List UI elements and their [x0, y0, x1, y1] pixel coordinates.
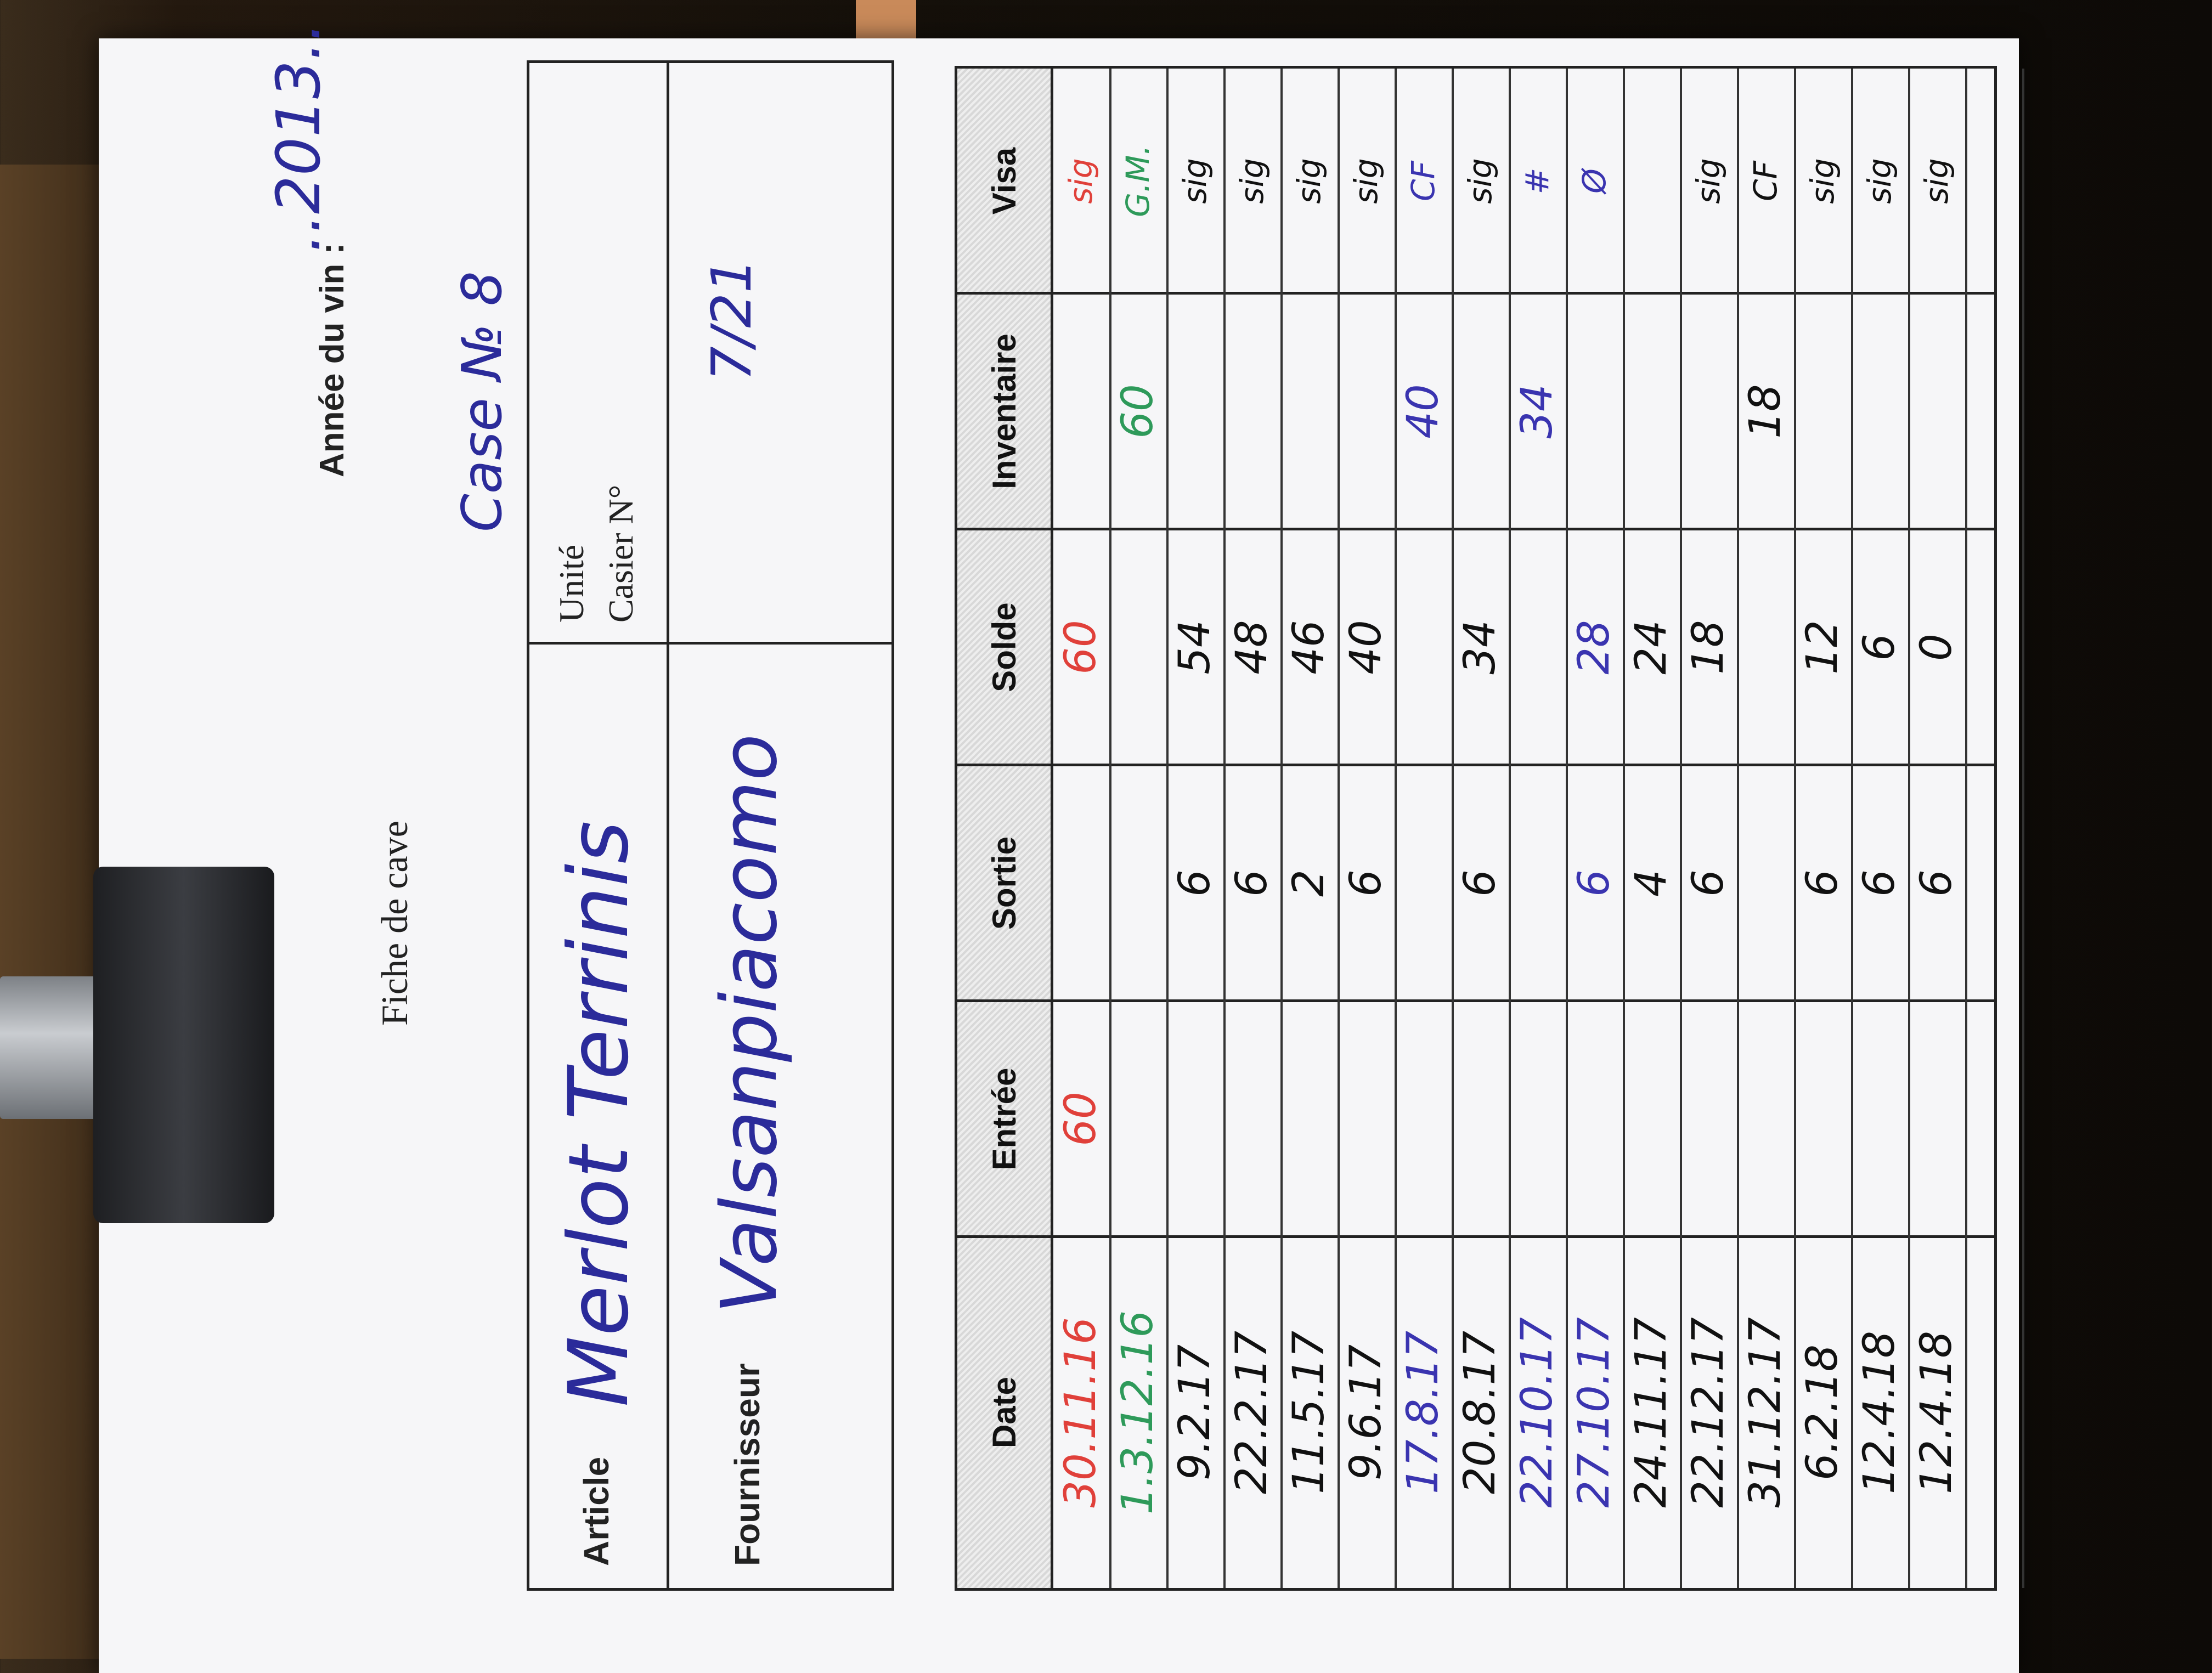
cell-inventaire: 34 [1513, 384, 1562, 439]
fournisseur-value: Valsanpiacomo [705, 733, 794, 1314]
cell-date: 31.12.17 [1741, 1317, 1790, 1508]
cell-inventaire: 60 [1113, 384, 1163, 439]
cell-sortie: 6 [1170, 869, 1220, 897]
row-line [1965, 69, 1967, 1588]
cell-date: 9.6.17 [1341, 1344, 1391, 1481]
cell-visa: # [1519, 167, 1556, 195]
cell-sortie: 2 [1284, 869, 1334, 897]
table-header [957, 69, 1053, 1588]
cell-date: 17.8.17 [1398, 1331, 1448, 1494]
column-header-solde: Solde [985, 602, 1023, 692]
cell-solde: 28 [1570, 620, 1619, 675]
cell-sortie: 6 [1570, 869, 1619, 897]
cell-visa: Ø [1576, 168, 1613, 194]
cell-date: 6.2.18 [1798, 1344, 1847, 1481]
cell-date: 1.3.12.16 [1113, 1310, 1163, 1515]
header-divider-h [667, 63, 669, 645]
cell-solde: 60 [1056, 620, 1105, 675]
unite-label: Unité [552, 544, 591, 623]
casier-label: Casier N° [601, 484, 640, 623]
cell-visa: sig [1804, 158, 1841, 204]
year-value: ..2013.. [263, 22, 334, 252]
cell-sortie: 4 [1627, 869, 1676, 897]
cell-solde: 54 [1170, 620, 1220, 675]
column-header-sortie: Sortie [985, 836, 1023, 930]
cell-solde: 34 [1455, 620, 1505, 675]
binder-clip [93, 867, 274, 1223]
column-header-visa: Visa [985, 147, 1023, 215]
row-line [2022, 69, 2024, 1588]
cell-visa: sig [1176, 158, 1214, 204]
cell-visa: sig [1062, 158, 1099, 204]
cell-date: 27.10.17 [1570, 1317, 1619, 1508]
cell-date: 12.4.18 [1855, 1331, 1904, 1494]
article-value: Merlot Terrinis [551, 821, 647, 1407]
cell-solde: 48 [1227, 620, 1277, 675]
cell-date: 30.11.16 [1056, 1317, 1105, 1508]
cell-sortie: 6 [1798, 869, 1847, 897]
cell-visa: sig [1690, 158, 1727, 204]
cell-sortie: 6 [1855, 869, 1904, 897]
cell-visa: sig [1918, 158, 1955, 204]
sheet-title: Fiche de cave [374, 821, 415, 1026]
cell-date: 24.11.17 [1627, 1317, 1676, 1508]
casier-value: 7/21 [699, 258, 764, 381]
cell-date: 11.5.17 [1284, 1331, 1334, 1494]
cell-solde: 40 [1341, 620, 1391, 675]
cell-solde: 18 [1684, 620, 1733, 675]
cell-sortie: 6 [1341, 869, 1391, 897]
article-label: Article [577, 1456, 616, 1566]
cell-date: 9.2.17 [1170, 1344, 1220, 1481]
cell-visa: sig [1861, 158, 1898, 204]
cell-visa: sig [1462, 158, 1499, 204]
cell-sortie: 6 [1227, 869, 1277, 897]
cell-solde: 12 [1798, 620, 1847, 675]
cell-sortie: 6 [1684, 869, 1733, 897]
cell-visa: CF [1404, 161, 1442, 201]
cell-visa: G.M. [1119, 145, 1156, 217]
cell-date: 20.8.17 [1455, 1331, 1505, 1494]
cell-solde: 46 [1284, 620, 1334, 675]
cell-solde: 24 [1627, 620, 1676, 675]
cell-sortie: 6 [1455, 869, 1505, 897]
cell-sortie: 6 [1912, 869, 1961, 897]
column-header-inventaire: Inventaire [985, 334, 1023, 489]
column-header-entree: Entrée [985, 1067, 1023, 1171]
year-label: Année du vin : [313, 242, 351, 477]
cell-visa: sig [1233, 158, 1271, 204]
cellar-sheet [99, 22, 2019, 1673]
cell-date: 22.2.17 [1227, 1331, 1277, 1494]
fournisseur-label: Fournisseur [727, 1363, 767, 1566]
cell-visa: sig [1290, 158, 1328, 204]
header-divider [529, 642, 891, 645]
stock-table [955, 66, 1997, 1591]
cell-date: 22.12.17 [1684, 1317, 1733, 1508]
cell-entree: 60 [1056, 1092, 1105, 1146]
cell-inventaire: 40 [1398, 384, 1448, 439]
cell-visa: CF [1747, 161, 1784, 201]
cell-date: 12.4.18 [1912, 1331, 1961, 1494]
cell-solde: 6 [1855, 634, 1904, 661]
cell-solde: 0 [1912, 634, 1961, 661]
column-header-date: Date [985, 1376, 1023, 1449]
cell-date: 22.10.17 [1513, 1317, 1562, 1508]
header-box [527, 60, 894, 1591]
cell-visa: sig [1347, 158, 1385, 204]
case-number: Case № 8 [450, 271, 514, 532]
cell-inventaire: 18 [1741, 384, 1790, 439]
